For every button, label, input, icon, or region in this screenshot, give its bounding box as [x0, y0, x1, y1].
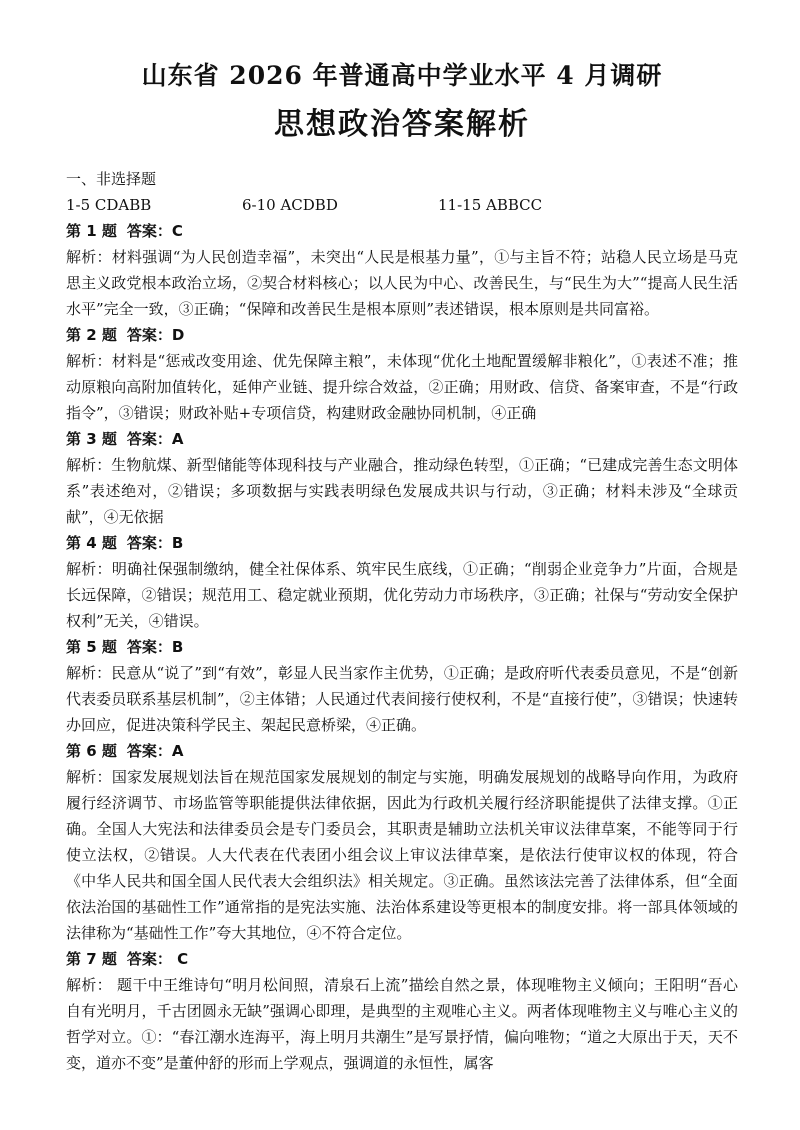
question-analysis: 解析： 题干中王维诗句“明月松间照，清泉石上流”描绘自然之景，体现唯物主义倾向；王阳明“吾心自有光明月，千古团圆永无缺”强调心即理，是典型的主观唯心主义。两者体现唯物主义与唯心主义的哲学对立。①：“春江潮水连海平，海上明月共潮生”是写景抒情，偏向唯物；“道之大原出于天，天不变，道亦不变”是董仲舒的形而上学观点，强调道的永恒性，属客	[66, 976, 738, 1072]
question-block	[66, 946, 738, 1076]
answer-group-6-10: 6-10 ACDBD	[242, 196, 338, 214]
question-analysis: 解析：明确社保强制缴纳，健全社保体系、筑牢民生底线，①正确；“削弱企业竞争力”片面，合规是长远保障，②错误；规范用工、稳定就业预期，优化劳动力市场秩序，③正确；社保与“劳动安全保护权利”无关，④错误。	[66, 560, 738, 630]
question-heading	[66, 322, 738, 348]
question-label: 第 1 题	[66, 222, 117, 240]
question-heading	[66, 426, 738, 452]
question-label: 第 4 题	[66, 534, 117, 552]
question-heading	[66, 738, 738, 764]
question-answer: 答案： C	[126, 950, 189, 968]
question-heading	[66, 218, 738, 244]
question-answer: 答案：A	[126, 742, 184, 760]
question-heading	[66, 946, 738, 972]
document-title: 山东省 2026 年普通高中学业水平 4 月调研	[141, 61, 663, 90]
document-subtitle: 思想政治答案解析	[274, 107, 530, 142]
question-heading	[66, 634, 738, 660]
question-answer: 答案：A	[126, 430, 184, 448]
answer-group-11-15: 11-15 ABBCC	[438, 196, 543, 214]
answer-group-1-5: 1-5 CDABB	[66, 196, 152, 214]
question-block	[66, 634, 738, 738]
question-analysis: 解析：材料强调“为人民创造幸福”，未突出“人民是根基力量”，①与主旨不符；站稳人民立场是马克思主义政党根本政治立场，②契合材料核心；以人民为中心、改善民生，与“民生为大”“提高人民生活水平”完全一致，③正确；“保障和改善民生是根本原则”表述错误，根本原则是共同富裕。	[66, 248, 738, 318]
question-label: 第 7 题	[66, 950, 117, 968]
section-heading: 一、非选择题	[66, 170, 157, 188]
question-analysis: 解析：国家发展规划法旨在规范国家发展规划的制定与实施，明确发展规划的战略导向作用，为政府履行经济调节、市场监管等职能提供法律依据，因此为行政机关履行经济职能提供了法律支撑。①正确。全国人大宪法和法律委员会是专门委员会，其职责是辅助立法机关审议法律草案，不能等同于行使立法权，②错误。人大代表在代表团小组会议上审议法律草案，是依法行使审议权的体现，符合《中华人民共和国全国人民代表大会组织法》相关规定。③正确。虽然该法完善了法律体系，但“全面依法治国的基础性工作”通常指的是宪法实施、法治体系建设等更根本的制度安排。将一部具体领域的法律称为“基础性工作”夸大其地位，④不符合定位。	[66, 768, 738, 942]
question-answer: 答案：D	[126, 326, 185, 344]
question-block	[66, 426, 738, 530]
question-block	[66, 218, 738, 322]
question-block	[66, 530, 738, 634]
question-label: 第 3 题	[66, 430, 117, 448]
question-answer: 答案：B	[126, 534, 184, 552]
question-block	[66, 738, 738, 946]
question-label: 第 2 题	[66, 326, 117, 344]
question-answer: 答案：C	[126, 222, 183, 240]
question-heading	[66, 530, 738, 556]
question-analysis: 解析：民意从“说了”到“有效”，彰显人民当家作主优势，①正确；是政府听代表委员意见，不是“创新代表委员联系基层机制”，②主体错；人民通过代表间接行使权利，不是“直接行使”，③错误；快速转办回应，促进决策科学民主、架起民意桥梁，④正确。	[66, 664, 738, 734]
answer-key-row	[66, 192, 738, 218]
question-label: 第 6 题	[66, 742, 117, 760]
question-block	[66, 322, 738, 426]
question-analysis: 解析：生物航煤、新型储能等体现科技与产业融合，推动绿色转型，①正确；“已建成完善生态文明体系”表述绝对，②错误；多项数据与实践表明绿色发展成共识与行动，③正确；材料未涉及“全球贡献”，④无依据	[66, 456, 738, 526]
question-answer: 答案：B	[126, 638, 184, 656]
question-label: 第 5 题	[66, 638, 117, 656]
question-analysis: 解析：材料是“惩戒改变用途、优先保障主粮”，未体现“优化土地配置缓解非粮化”，①表述不准；推动原粮向高附加值转化，延伸产业链、提升综合效益，②正确；用财政、信贷、备案审查，不是“行政指令”，③错误；财政补贴+专项信贷，构建财政金融协同机制，④正确	[66, 352, 738, 422]
